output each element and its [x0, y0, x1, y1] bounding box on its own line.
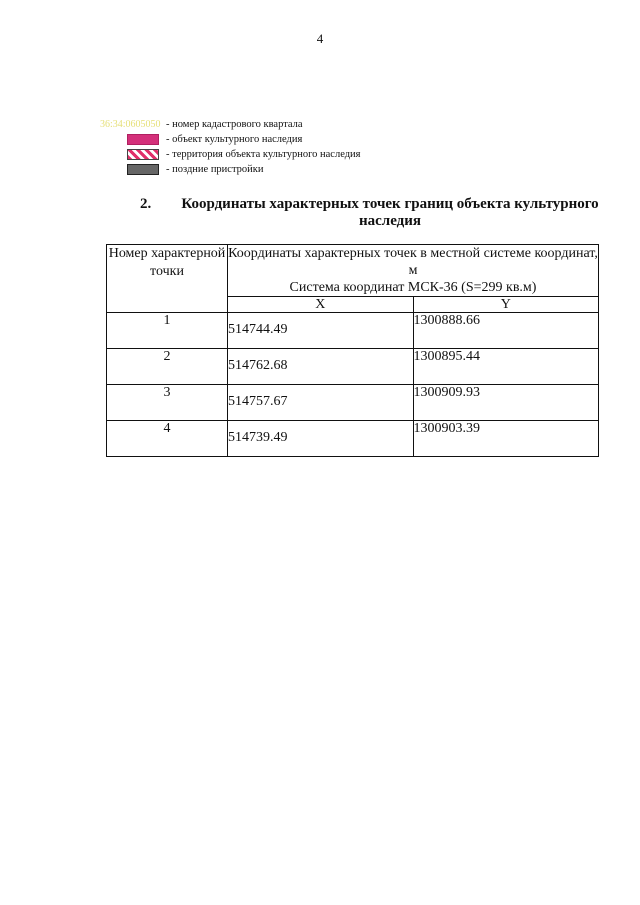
y-value: 1300895.44 — [413, 349, 599, 385]
x-value: 514757.67 — [228, 385, 414, 421]
heritage-label: - объект культурного наследия — [166, 134, 303, 145]
legend-row-territory — [100, 147, 361, 162]
y-value: 1300903.39 — [413, 421, 599, 457]
x-value: 514762.68 — [228, 349, 414, 385]
territory-swatch — [127, 149, 159, 160]
section-heading — [140, 196, 600, 230]
late-additions-swatch — [127, 164, 159, 175]
coordinates-table — [106, 244, 599, 457]
late-additions-label: - поздние пристройки — [166, 164, 264, 175]
point-number: 1 — [107, 313, 228, 349]
point-number-header: Номер характерной точки — [107, 245, 228, 313]
heritage-swatch — [127, 134, 159, 145]
coordinates-header — [228, 245, 599, 297]
section-title: Координаты характерных точек границ объекта культурного наследия — [181, 196, 599, 229]
table-row — [107, 421, 599, 457]
territory-label: - территория объекта культурного наследия — [166, 149, 361, 160]
legend-row-heritage — [100, 132, 361, 147]
x-value: 514744.49 — [228, 313, 414, 349]
cadastral-label: - номер кадастрового квартала — [166, 119, 303, 130]
x-header: X — [228, 297, 414, 313]
y-value: 1300888.66 — [413, 313, 599, 349]
page-number: 4 — [316, 31, 324, 46]
table-row — [107, 385, 599, 421]
y-header: Y — [413, 297, 599, 313]
x-value: 514739.49 — [228, 421, 414, 457]
legend — [100, 117, 361, 177]
table-row — [107, 349, 599, 385]
coordinates-header-line1: Координаты характерных точек в местной системе координат, м — [228, 246, 598, 278]
legend-row-late — [100, 162, 361, 177]
point-number: 4 — [107, 421, 228, 457]
y-value: 1300909.93 — [413, 385, 599, 421]
legend-row-cadastral — [100, 117, 361, 132]
coordinates-header-line2: Система координат МСК-36 (S=299 кв.м) — [289, 280, 537, 295]
section-number: 2. — [140, 196, 152, 212]
point-number: 2 — [107, 349, 228, 385]
point-number: 3 — [107, 385, 228, 421]
cadastral-code: 36:34:0605050 — [100, 119, 161, 130]
table-row — [107, 313, 599, 349]
